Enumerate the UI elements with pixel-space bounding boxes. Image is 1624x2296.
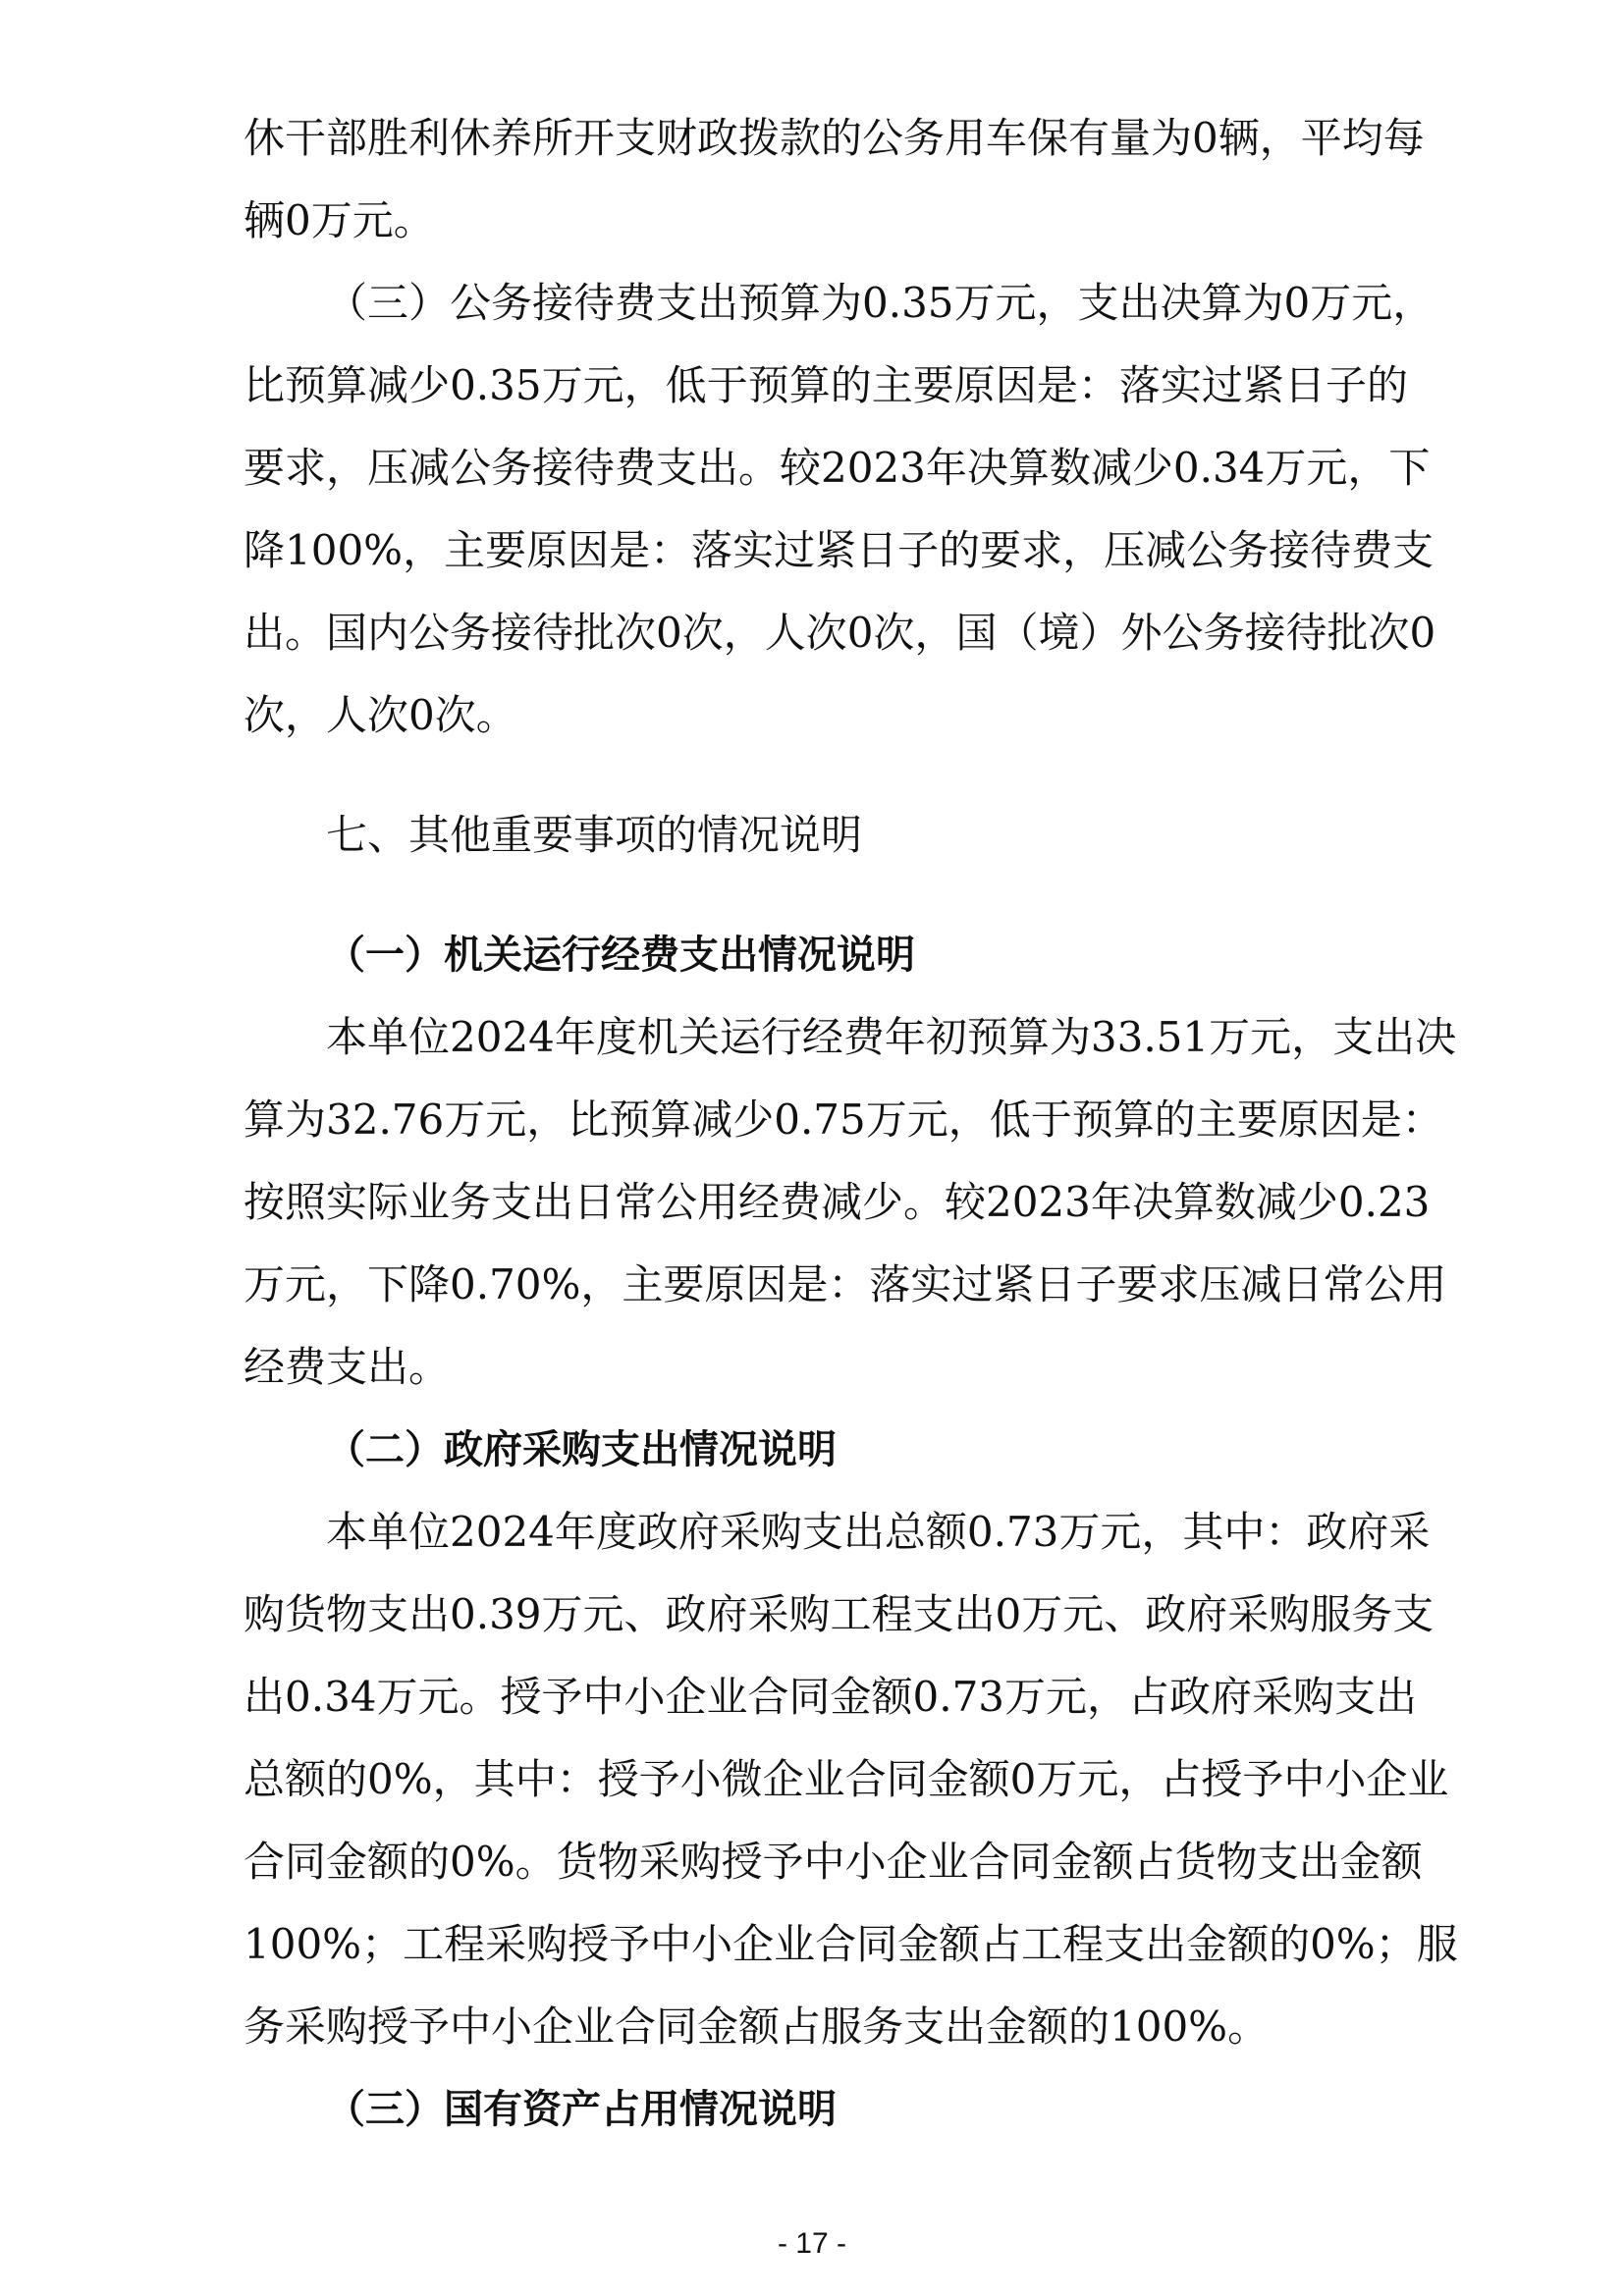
text-line: 休干部胜利休养所开支财政拨款的公务用车保有量为0辆，平均每: [244, 114, 1425, 162]
text-line: 100%；工程采购授予中小企业合同金额占工程支出金额的0%；服: [244, 1920, 1458, 1968]
text-line: 出0.34万元。授予中小企业合同金额0.73万元，占政府采购支出: [244, 1673, 1418, 1721]
text-line: 比预算减少0.35万元，低于预算的主要原因是：落实过紧日子的: [244, 361, 1408, 409]
text-line: 合同金额的0%。货物采购授予中小企业合同金额占货物支出金额: [244, 1838, 1423, 1886]
text-line: 算为32.76万元，比预算减少0.75万元，低于预算的主要原因是：: [244, 1095, 1443, 1144]
subsection-heading: （三）国有资产占用情况说明: [326, 2087, 837, 2132]
text-line: 要求，压减公务接待费支出。较2023年决算数减少0.34万元，下: [244, 444, 1431, 492]
text-line: 万元，下降0.70%，主要原因是：落实过紧日子要求压减日常公用: [244, 1260, 1447, 1308]
text-line: 总额的0%，其中：授予小微企业合同金额0万元，占授予中小企业: [244, 1755, 1449, 1803]
text-line: 按照实际业务支出日常公用经费减少。较2023年决算数减少0.23: [244, 1178, 1431, 1226]
text-line: 经费支出。: [244, 1343, 451, 1391]
text-line: 出。国内公务接待批次0次，人次0次，国（境）外公务接待批次0: [244, 609, 1436, 657]
section-heading: 七、其他重要事项的情况说明: [326, 811, 863, 859]
text-line: 本单位2024年度政府采购支出总额0.73万元，其中：政府采: [326, 1508, 1431, 1556]
page-number: - 17 -: [777, 2227, 847, 2260]
subsection-heading: （二）政府采购支出情况说明: [326, 1427, 837, 1472]
text-line: 降100%，主要原因是：落实过紧日子的要求，压减公务接待费支: [244, 526, 1435, 574]
text-line: 购货物支出0.39万元、政府采购工程支出0万元、政府采购服务支: [244, 1590, 1435, 1638]
text-line: 务采购授予中小企业合同金额占服务支出金额的100%。: [244, 2002, 1270, 2051]
text-line: 辆0万元。: [244, 196, 435, 244]
text-line: 次，人次0次。: [244, 691, 517, 739]
text-line: 本单位2024年度机关运行经费年初预算为33.51万元，支出决: [326, 1013, 1457, 1061]
subsection-heading: （一）机关运行经费支出情况说明: [326, 933, 915, 978]
text-line: （三）公务接待费支出预算为0.35万元，支出决算为0万元，: [326, 279, 1435, 327]
